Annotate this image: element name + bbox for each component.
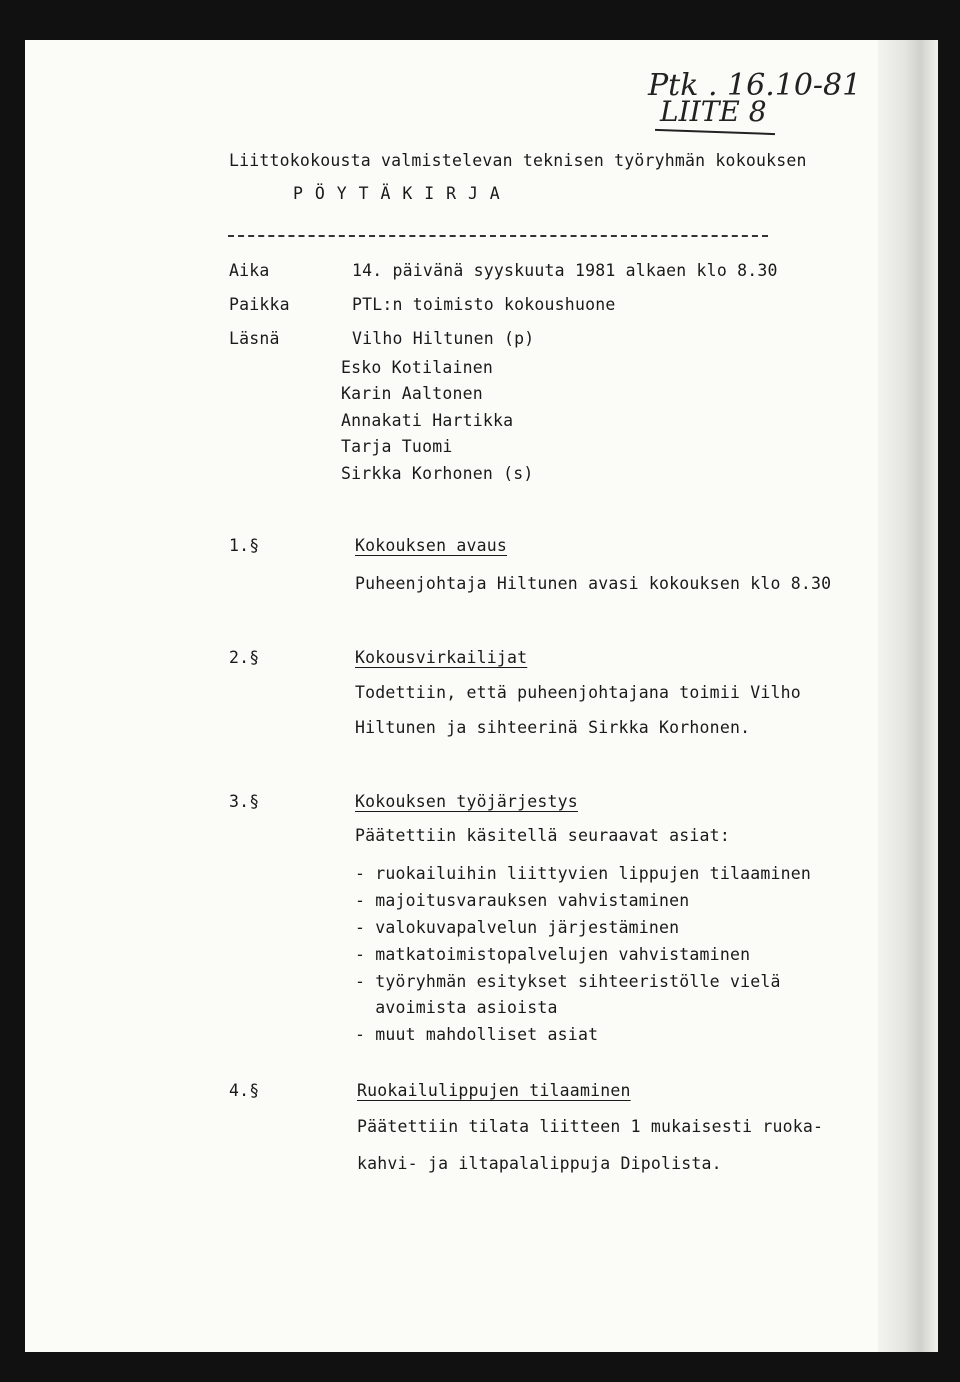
section-number: 3.§ (229, 792, 260, 811)
agenda-item: - työryhmän esitykset sihteeristölle vielä (355, 972, 781, 991)
agenda-item: - valokuvapalvelun järjestäminen (355, 918, 680, 937)
page-edge-shadow (878, 40, 938, 1352)
agenda-item: avoimista asioista (355, 998, 558, 1017)
section-heading: Kokouksen avaus (355, 536, 508, 555)
section-text: Hiltunen ja sihteerinä Sirkka Korhonen. (355, 718, 751, 737)
attendee: Karin Aaltonen (341, 384, 483, 403)
attendee: Tarja Tuomi (341, 437, 453, 456)
agenda-item: - ruokailuihin liittyvien lippujen tilaaminen (355, 864, 812, 883)
title-separator (228, 235, 768, 237)
section-heading: Kokouksen työjärjestys (355, 792, 578, 811)
meta-label-place: Paikka (229, 295, 290, 314)
document-header: Liittokokousta valmistelevan teknisen työryhmän kokouksen (229, 151, 807, 170)
meta-label-time: Aika (229, 261, 270, 280)
agenda-item: - muut mahdolliset asiat (355, 1025, 599, 1044)
meta-value-place: PTL:n toimisto kokoushuone (352, 295, 616, 314)
handwritten-reference: Ptk . 16.10-81 (648, 68, 862, 103)
attendee: Sirkka Korhonen (s) (341, 464, 534, 483)
scan-border-bottom (0, 1352, 960, 1382)
section-text: Puheenjohtaja Hiltunen avasi kokouksen klo 8.30 (355, 574, 832, 593)
scan-border-top (0, 0, 960, 40)
attendee: Esko Kotilainen (341, 358, 494, 377)
meta-value-chair: Vilho Hiltunen (p) (352, 329, 535, 348)
section-heading: Kokousvirkailijat (355, 648, 528, 667)
handwritten-appendix-label: LIITE 8 (660, 95, 767, 128)
section-number: 4.§ (229, 1081, 260, 1100)
section-text: Päätettiin tilata liitteen 1 mukaisesti ruoka- (357, 1117, 824, 1136)
meta-value-time: 14. päivänä syyskuuta 1981 alkaen klo 8.30 (352, 261, 778, 280)
scan-border-left (0, 0, 25, 1382)
section-text: kahvi- ja iltapalalippuja Dipolista. (357, 1154, 722, 1173)
section-text: Todettiin, että puheenjohtajana toimii Vilho (355, 683, 801, 702)
section-number: 2.§ (229, 648, 260, 667)
agenda-item: - majoitusvarauksen vahvistaminen (355, 891, 690, 910)
attendee: Annakati Hartikka (341, 411, 514, 430)
section-text: Päätettiin käsitellä seuraavat asiat: (355, 826, 730, 845)
meta-label-present: Läsnä (229, 329, 280, 348)
section-heading: Ruokailulippujen tilaaminen (357, 1081, 631, 1100)
agenda-item: - matkatoimistopalvelujen vahvistaminen (355, 945, 751, 964)
section-number: 1.§ (229, 536, 260, 555)
scan-border-right (938, 0, 960, 1382)
document-title: P Ö Y T Ä K I R J A (293, 184, 501, 203)
